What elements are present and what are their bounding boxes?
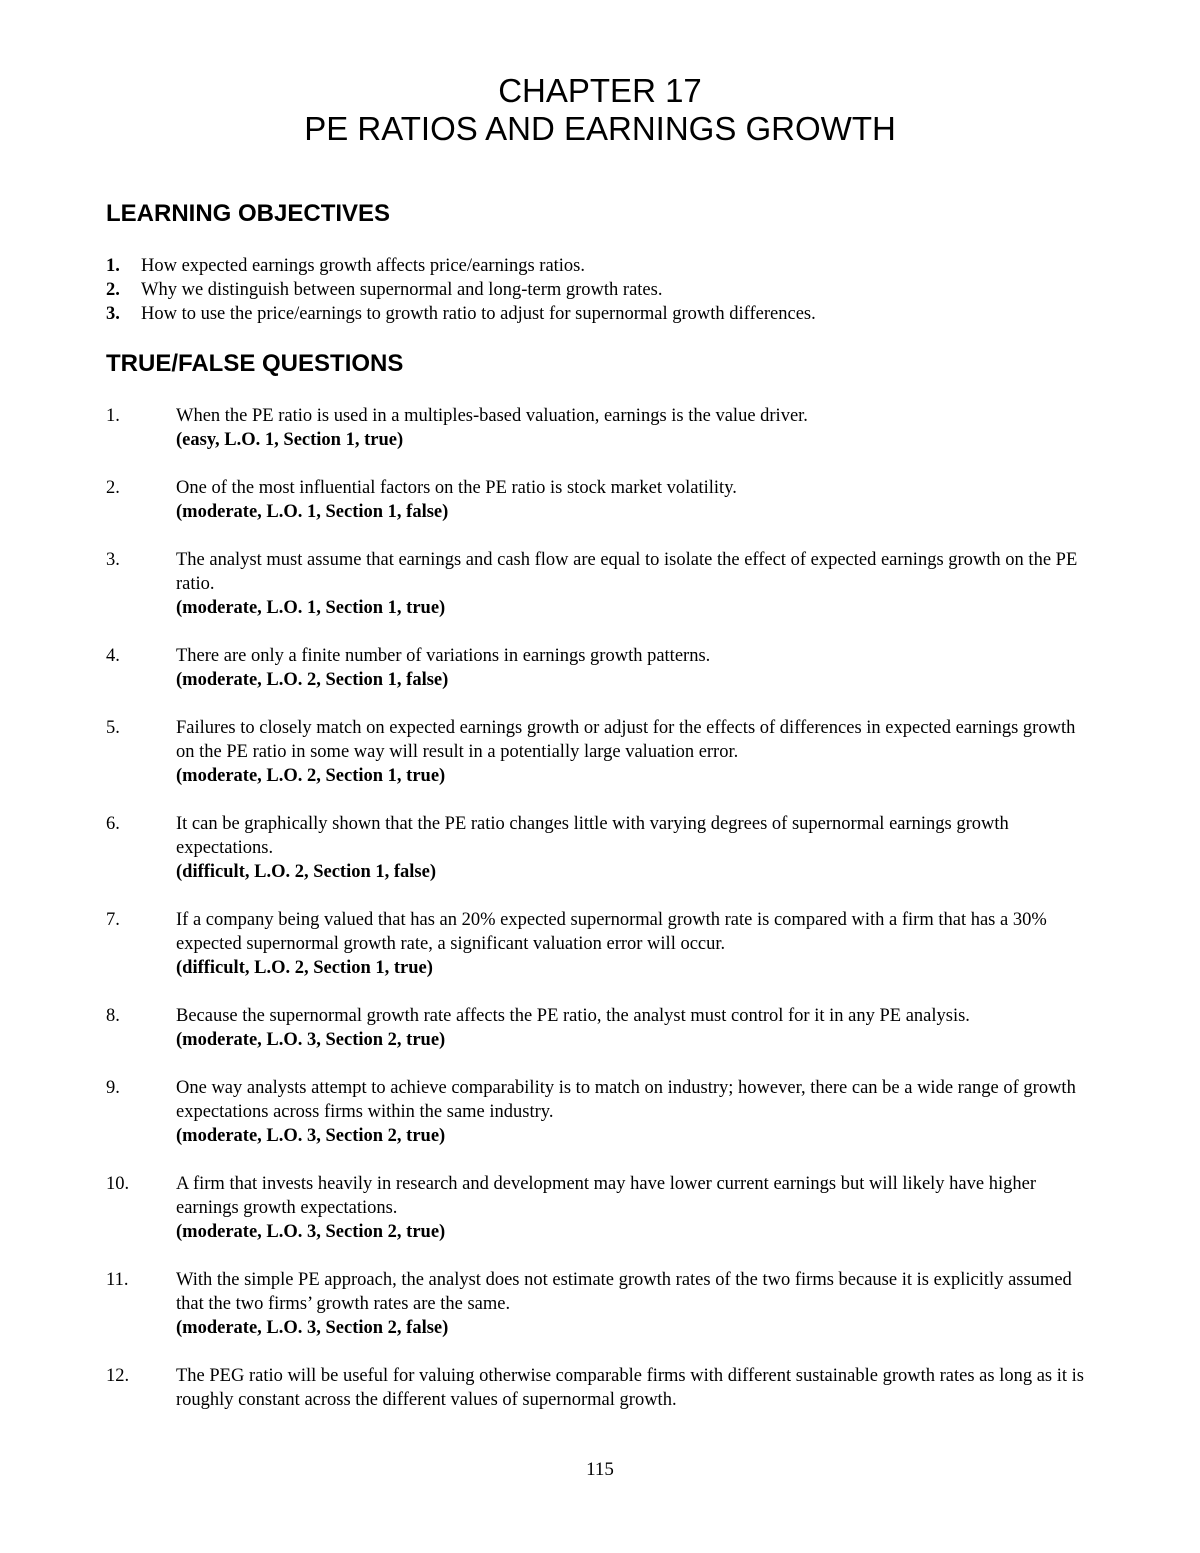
question-item — [106, 548, 1096, 620]
chapter-header — [0, 72, 1200, 148]
question-answer-meta: (moderate, L.O. 3, Section 2, true) — [176, 1126, 446, 1146]
question-number: 9. — [106, 1078, 120, 1098]
objective-number: 3. — [106, 304, 120, 324]
question-number: 3. — [106, 550, 120, 570]
objective-number: 1. — [106, 256, 120, 276]
chapter-title: PE RATIOS AND EARNINGS GROWTH — [304, 110, 896, 147]
question-text: With the simple PE approach, the analyst does not estimate growth rates of the two firms because it is explicitly assumed that the two firms’ growth rates are the same. — [176, 1270, 1072, 1314]
question-item — [106, 1004, 1096, 1052]
question-answer-meta: (moderate, L.O. 1, Section 1, false) — [176, 502, 449, 522]
question-text: One way analysts attempt to achieve comparability is to match on industry; however, there can be a wide range of growth expectations across firms within the same industry. — [176, 1078, 1076, 1122]
question-number: 12. — [106, 1366, 130, 1386]
question-text: The PEG ratio will be useful for valuing otherwise comparable firms with different sustainable growth rates as long as it is roughly constant across the different values of supernormal growth. — [176, 1366, 1084, 1410]
question-number: 11. — [106, 1270, 129, 1290]
question-text: When the PE ratio is used in a multiples-based valuation, earnings is the value driver. — [176, 406, 808, 426]
question-item — [106, 1268, 1096, 1340]
question-item — [106, 1172, 1096, 1244]
question-answer-meta: (moderate, L.O. 3, Section 2, true) — [176, 1030, 446, 1050]
true-false-question-list — [106, 404, 1096, 1436]
question-answer-meta: (moderate, L.O. 1, Section 1, true) — [176, 598, 446, 618]
question-number: 2. — [106, 478, 120, 498]
question-text: It can be graphically shown that the PE ratio changes little with varying degrees of supernormal earnings growth expectations. — [176, 814, 1009, 858]
question-answer-meta: (easy, L.O. 1, Section 1, true) — [176, 430, 404, 450]
question-text: If a company being valued that has an 20% expected supernormal growth rate is compared with a firm that has a 30% expected supernormal growth rate, a significant valuation error will occur. — [176, 910, 1047, 954]
question-text: The analyst must assume that earnings and cash flow are equal to isolate the effect of expected earnings growth on the PE ratio. — [176, 550, 1078, 594]
question-item — [106, 812, 1096, 884]
objective-text: How to use the price/earnings to growth ratio to adjust for supernormal growth differences. — [141, 304, 816, 324]
question-text: There are only a finite number of variations in earnings growth patterns. — [176, 646, 711, 666]
question-answer-meta: (difficult, L.O. 2, Section 1, true) — [176, 958, 433, 978]
question-item — [106, 476, 1096, 524]
question-text: Failures to closely match on expected earnings growth or adjust for the effects of differences in expected earnings growth on the PE ratio in some way will result in a potentially large valuation error. — [176, 718, 1076, 762]
objective-item — [106, 254, 816, 278]
question-number: 5. — [106, 718, 120, 738]
question-item — [106, 1076, 1096, 1148]
question-number: 10. — [106, 1174, 130, 1194]
question-text: Because the supernormal growth rate affects the PE ratio, the analyst must control for it in any PE analysis. — [176, 1006, 970, 1026]
question-answer-meta: (moderate, L.O. 3, Section 2, false) — [176, 1318, 449, 1338]
question-number: 4. — [106, 646, 120, 666]
question-number: 8. — [106, 1006, 120, 1026]
question-item — [106, 716, 1096, 788]
question-number: 1. — [106, 406, 120, 426]
page-number: 115 — [586, 1459, 614, 1480]
learning-objectives-heading: LEARNING OBJECTIVES — [106, 200, 391, 227]
question-answer-meta: (moderate, L.O. 3, Section 2, true) — [176, 1222, 446, 1242]
question-text: One of the most influential factors on the PE ratio is stock market volatility. — [176, 478, 737, 498]
question-item — [106, 644, 1096, 692]
objective-text: How expected earnings growth affects price/earnings ratios. — [141, 256, 586, 276]
question-number: 7. — [106, 910, 120, 930]
learning-objectives-list — [106, 254, 816, 326]
question-item — [106, 1364, 1096, 1412]
chapter-number: CHAPTER 17 — [498, 72, 702, 109]
question-answer-meta: (moderate, L.O. 2, Section 1, true) — [176, 766, 446, 786]
objective-item — [106, 302, 816, 326]
question-item — [106, 404, 1096, 452]
question-answer-meta: (moderate, L.O. 2, Section 1, false) — [176, 670, 449, 690]
question-answer-meta: (difficult, L.O. 2, Section 1, false) — [176, 862, 437, 882]
question-text: A firm that invests heavily in research and development may have lower current earnings but will likely have higher earnings growth expectations. — [176, 1174, 1036, 1218]
objective-text: Why we distinguish between supernormal and long-term growth rates. — [141, 280, 663, 300]
question-number: 6. — [106, 814, 120, 834]
true-false-heading: TRUE/FALSE QUESTIONS — [106, 350, 404, 377]
objective-number: 2. — [106, 280, 120, 300]
objective-item — [106, 278, 816, 302]
question-item — [106, 908, 1096, 980]
